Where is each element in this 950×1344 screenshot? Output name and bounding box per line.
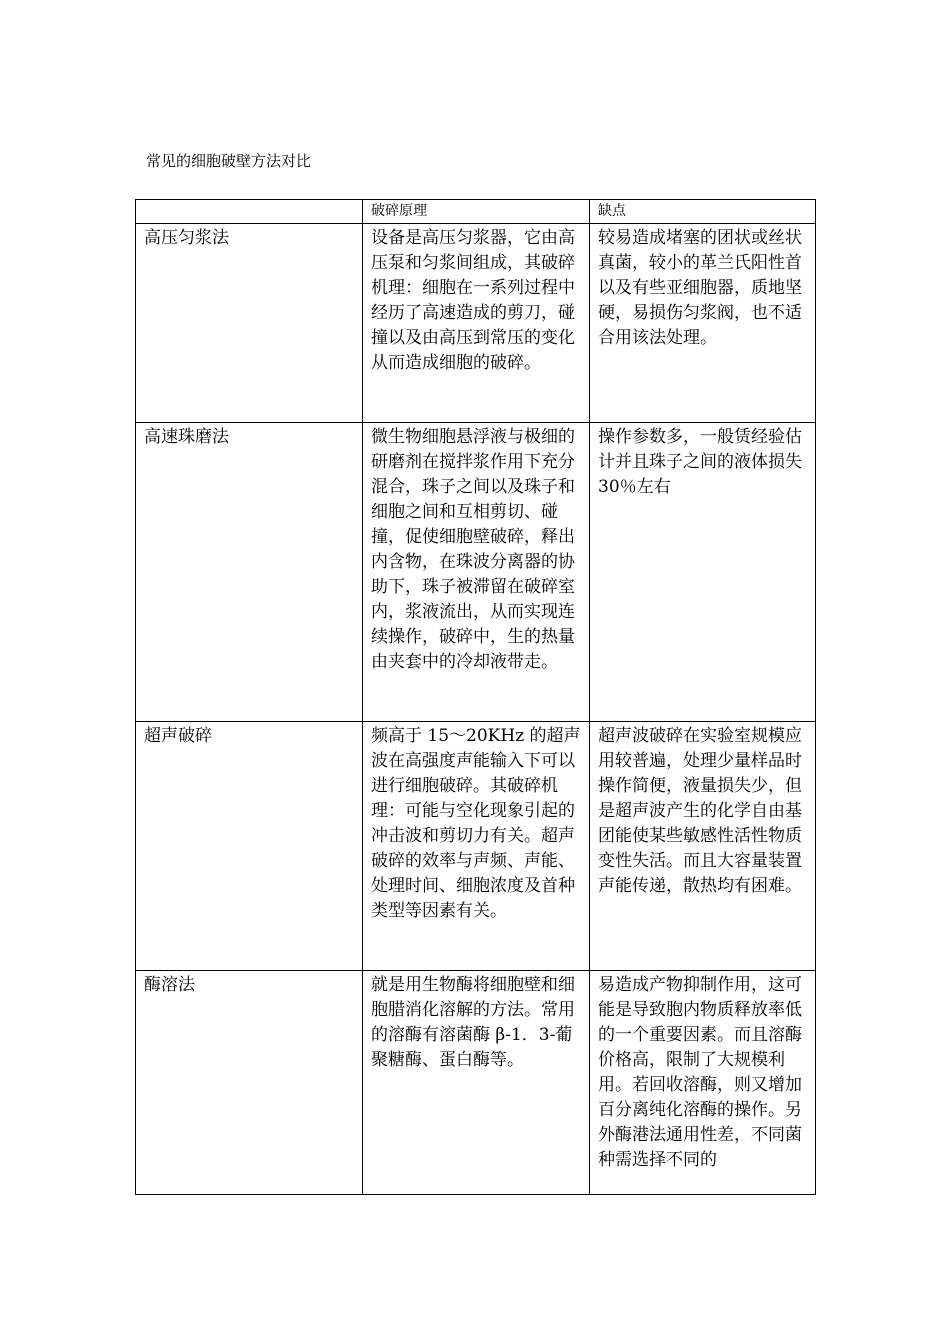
table-row <box>136 423 816 722</box>
comparison-table <box>135 199 816 1195</box>
method-cell: 酶溶法 <box>136 971 363 1195</box>
method-cell: 高压匀浆法 <box>136 224 363 423</box>
principle-cell: 微生物细胞悬浮液与极细的研磨剂在搅拌浆作用下充分混合，珠子之间以及珠子和细胞之间和互相剪切、碰撞，促使细胞壁破碎，释出内含物，在珠波分离器的协助下，珠子被滞留在破碎室内，浆液流出，从而实现连续操作，破碎中，生的热量由夹套中的冷却液带走。 <box>363 423 590 722</box>
header-cell-method <box>136 200 363 224</box>
principle-cell: 频高于 15～20KHz 的超声波在高强度声能输入下可以进行细胞破碎。其破碎机理：可能与空化现象引起的冲击波和剪切力有关。超声破碎的效率与声频、声能、处理时间、细胞浓度及首种类型等因素有关。 <box>363 722 590 971</box>
table-row <box>136 722 816 971</box>
method-cell: 超声破碎 <box>136 722 363 971</box>
table-header-row <box>136 200 816 224</box>
table-row <box>136 224 816 423</box>
table-row <box>136 971 816 1195</box>
drawback-cell: 操作参数多，一般赁经验估计并且珠子之间的液体损失 30％左右 <box>590 423 816 722</box>
principle-cell: 设备是高压匀浆器，它由高压泵和匀浆间组成，其破碎机理：细胞在一系列过程中经历了高速造成的剪刀，碰撞以及由高压到常压的变化从而造成细胞的破碎。 <box>363 224 590 423</box>
header-cell-principle: 破碎原理 <box>363 200 590 224</box>
drawback-cell: 易造成产物抑制作用，这可能是导致胞内物质释放率低的一个重要因素。而且溶酶价格高，限制了大规模利用。若回收溶酶，则又增加百分离纯化溶酶的操作。另外酶港法通用性差，不同菌种需选择不同的 <box>590 971 816 1195</box>
drawback-cell: 超声波破碎在实验室规模应用较普遍，处理少量样品时操作简便，液量损失少，但是超声波产生的化学自由基团能使某些敏感性活性物质变性失活。而且大容量装置声能传递，散热均有困难。 <box>590 722 816 971</box>
method-cell: 高速珠磨法 <box>136 423 363 722</box>
document-title: 常见的细胞破壁方法对比 <box>146 152 312 170</box>
principle-cell: 就是用生物酶将细胞壁和细胞腊消化溶解的方法。常用的溶酶有溶菌酶 β-1．3-葡聚糖酶、蛋白酶等。 <box>363 971 590 1195</box>
header-cell-drawback: 缺点 <box>590 200 816 224</box>
drawback-cell: 较易造成堵塞的团状或丝状真菌，较小的革兰氏阳性首以及有些亚细胞器，质地坚硬，易损伤匀浆阀，也不适合用该法处理。 <box>590 224 816 423</box>
